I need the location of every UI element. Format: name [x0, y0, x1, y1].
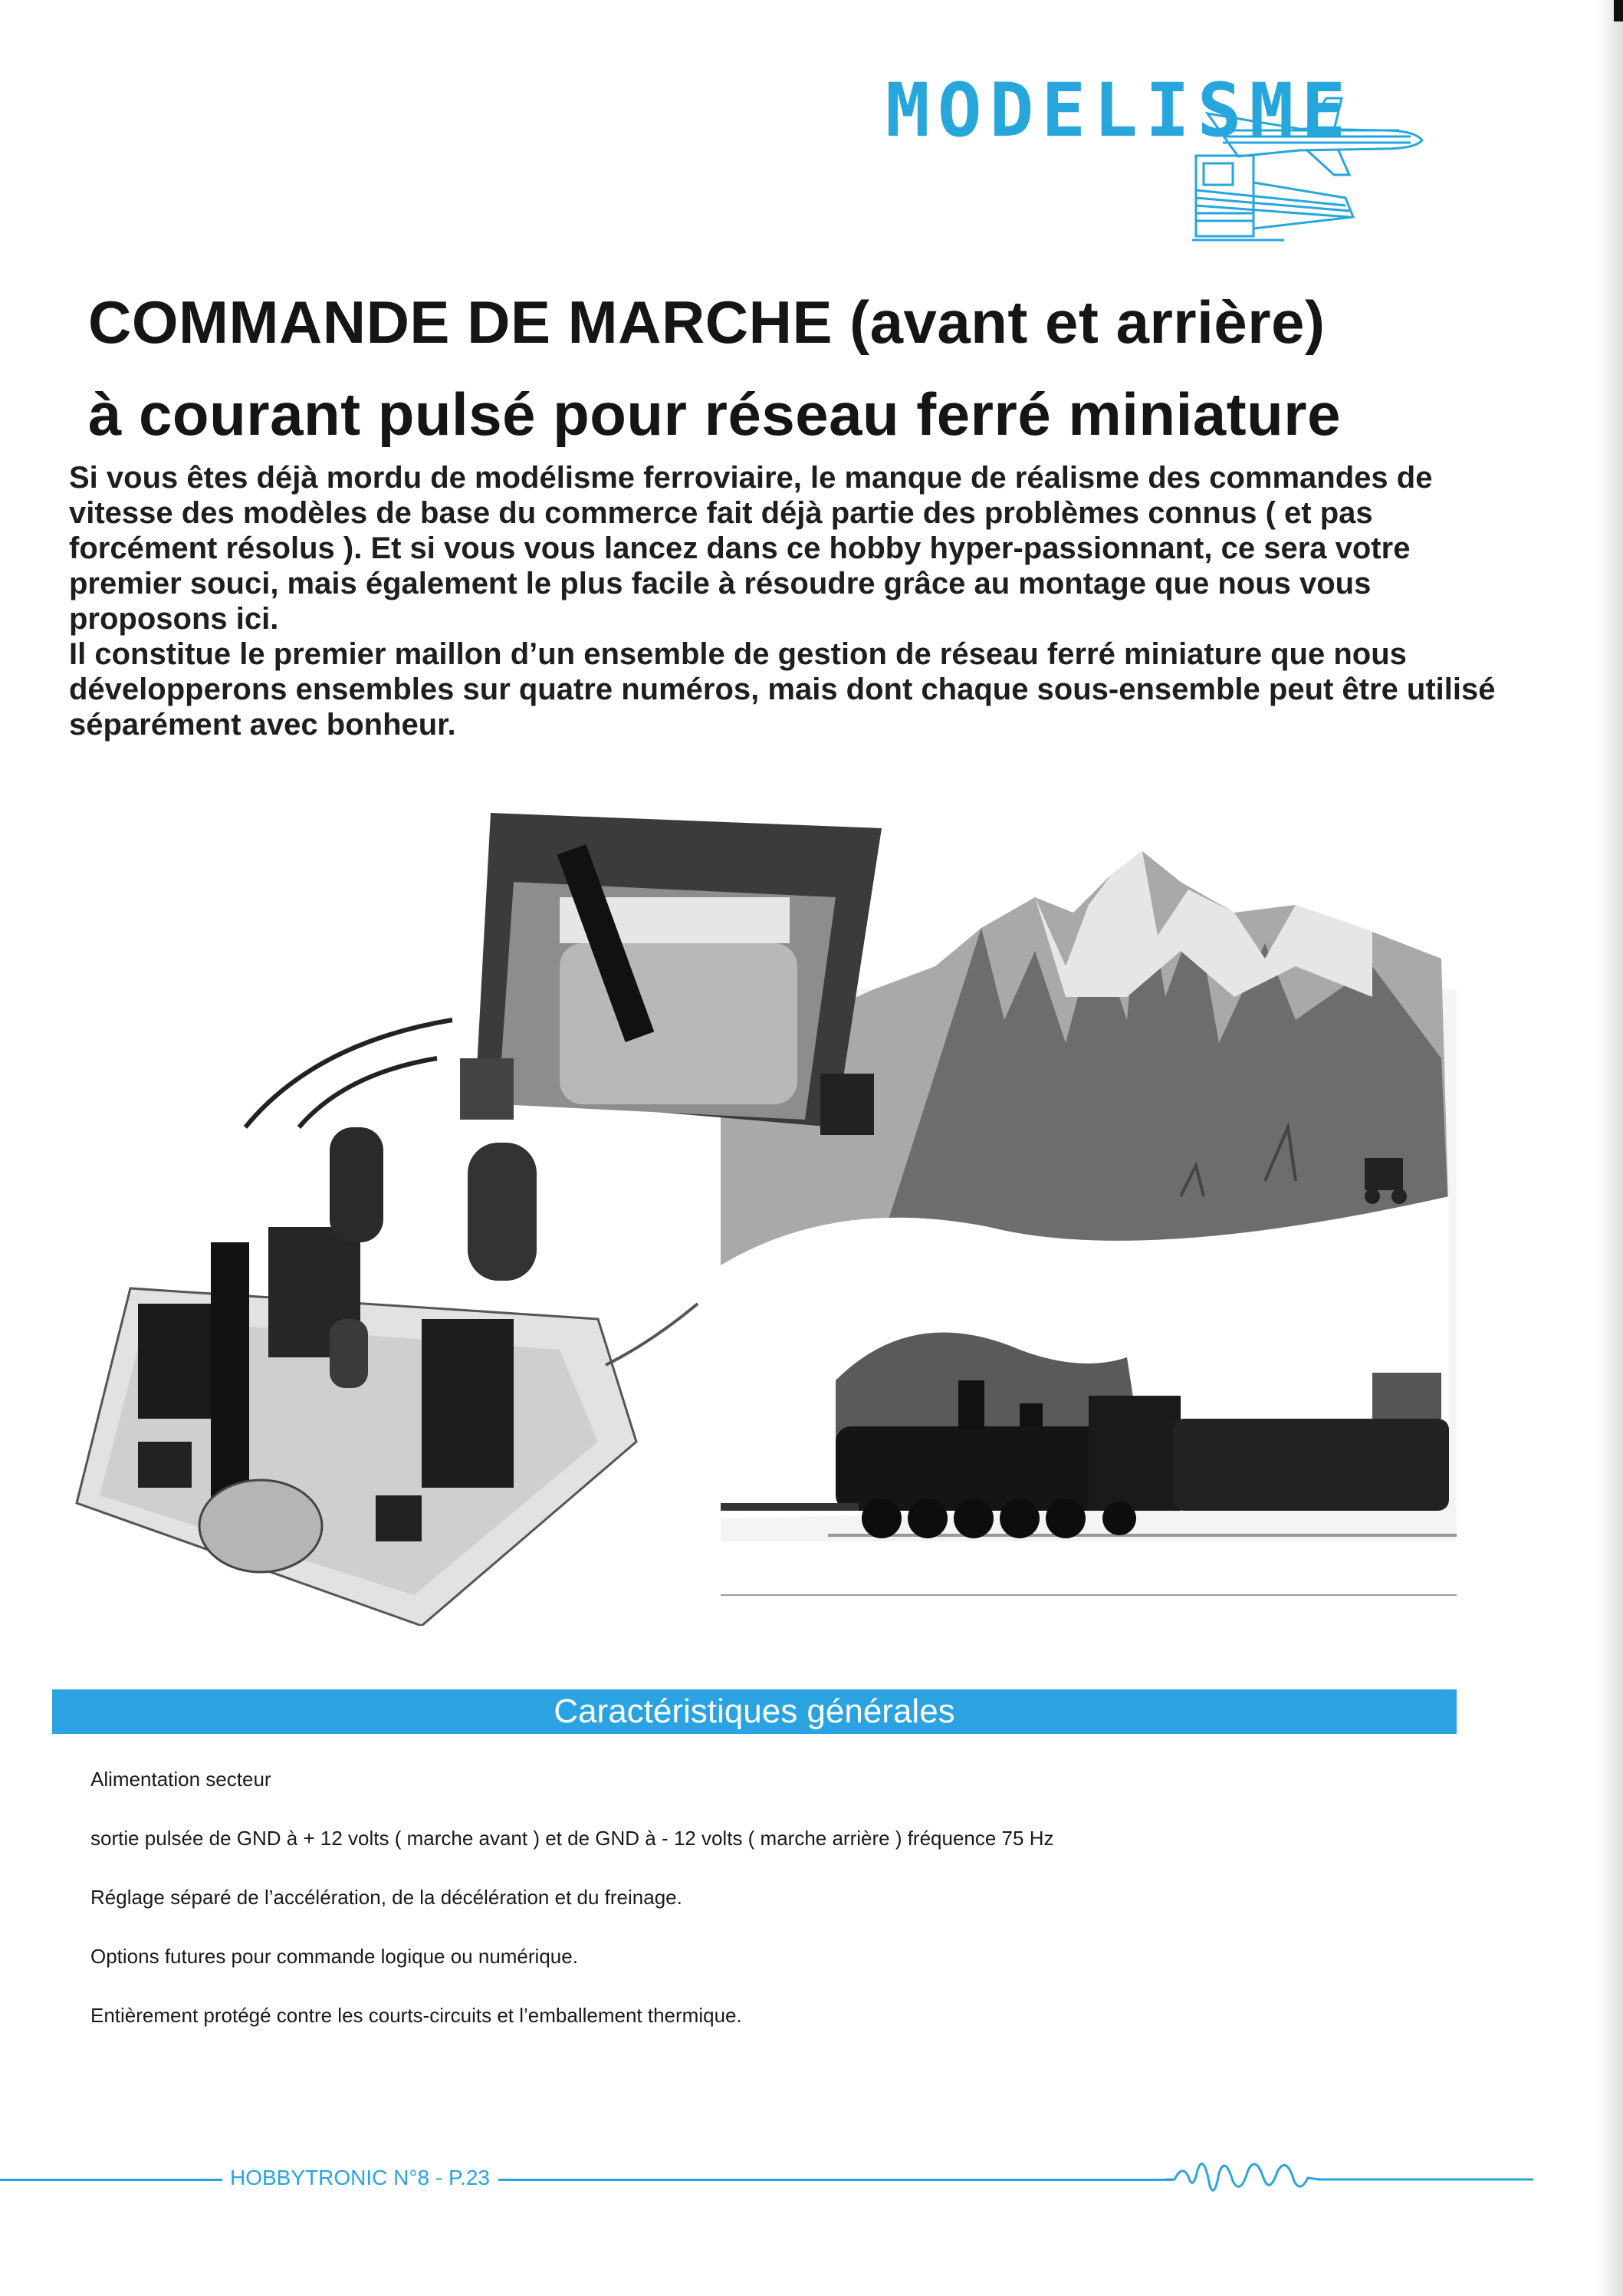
article-title-line-2: à courant pulsé pour réseau ferré miniature	[88, 380, 1341, 448]
article-photo	[69, 767, 1457, 1626]
page-footer	[0, 2155, 1533, 2201]
section-label: MODELISME	[885, 67, 1354, 153]
waveform-icon	[1165, 2155, 1533, 2201]
footer-page-ref: HOBBYTRONIC N°8 - P.23	[230, 2166, 490, 2189]
page-edge-mark	[1614, 0, 1623, 21]
article-intro	[69, 460, 1529, 742]
characteristic-item: Alimentation secteur	[90, 1768, 271, 1791]
article-title	[88, 276, 1506, 460]
transformer	[460, 813, 882, 1135]
characteristic-item: Réglage séparé de l’accélération, de la décélération et du freinage.	[90, 1886, 682, 1909]
characteristic-item: Options futures pour commande logique ou numérique.	[90, 1945, 578, 1968]
article-title-line-1: COMMANDE DE MARCHE (avant et arrière)	[88, 288, 1326, 356]
page-edge-shadow	[1597, 0, 1623, 2296]
train-plane-icon	[1192, 83, 1453, 244]
characteristic-item: Entièrement protégé contre les courts-circuits et l’emballement thermique.	[90, 2004, 742, 2027]
characteristics-list	[90, 1764, 1394, 2059]
intro-paragraph-1: Si vous êtes déjà mordu de modélisme ferroviaire, le manque de réalisme des commandes de vitesse des modèles de base du commerce fait déjà partie des problèmes connus ( et pas forcément résolus ). Et si vous vous lancez dans ce hobby hyper-passionnant, ce sera votre premier souci, mais également le plus facile à résoudre grâce au montage que nous vous proposons ici.	[69, 461, 1433, 636]
footer-rule-left	[0, 2179, 222, 2181]
characteristics-heading: Caractéristiques générales	[52, 1689, 1457, 1734]
characteristic-item: sortie pulsée de GND à + 12 volts ( marche avant ) et de GND à - 12 volts ( marche arrière ) fréquence 75 Hz	[90, 1827, 1054, 1850]
footer-rule-middle	[498, 2179, 1173, 2181]
circuit-board	[77, 1020, 698, 1626]
intro-paragraph-2: Il constitue le premier maillon d’un ensemble de gestion de réseau ferré miniature que nous développerons ensembles sur quatre numéros, mais dont chaque sous-ensemble peut être utilisé séparément avec bonheur.	[69, 637, 1496, 742]
section-logo	[885, 67, 1453, 244]
